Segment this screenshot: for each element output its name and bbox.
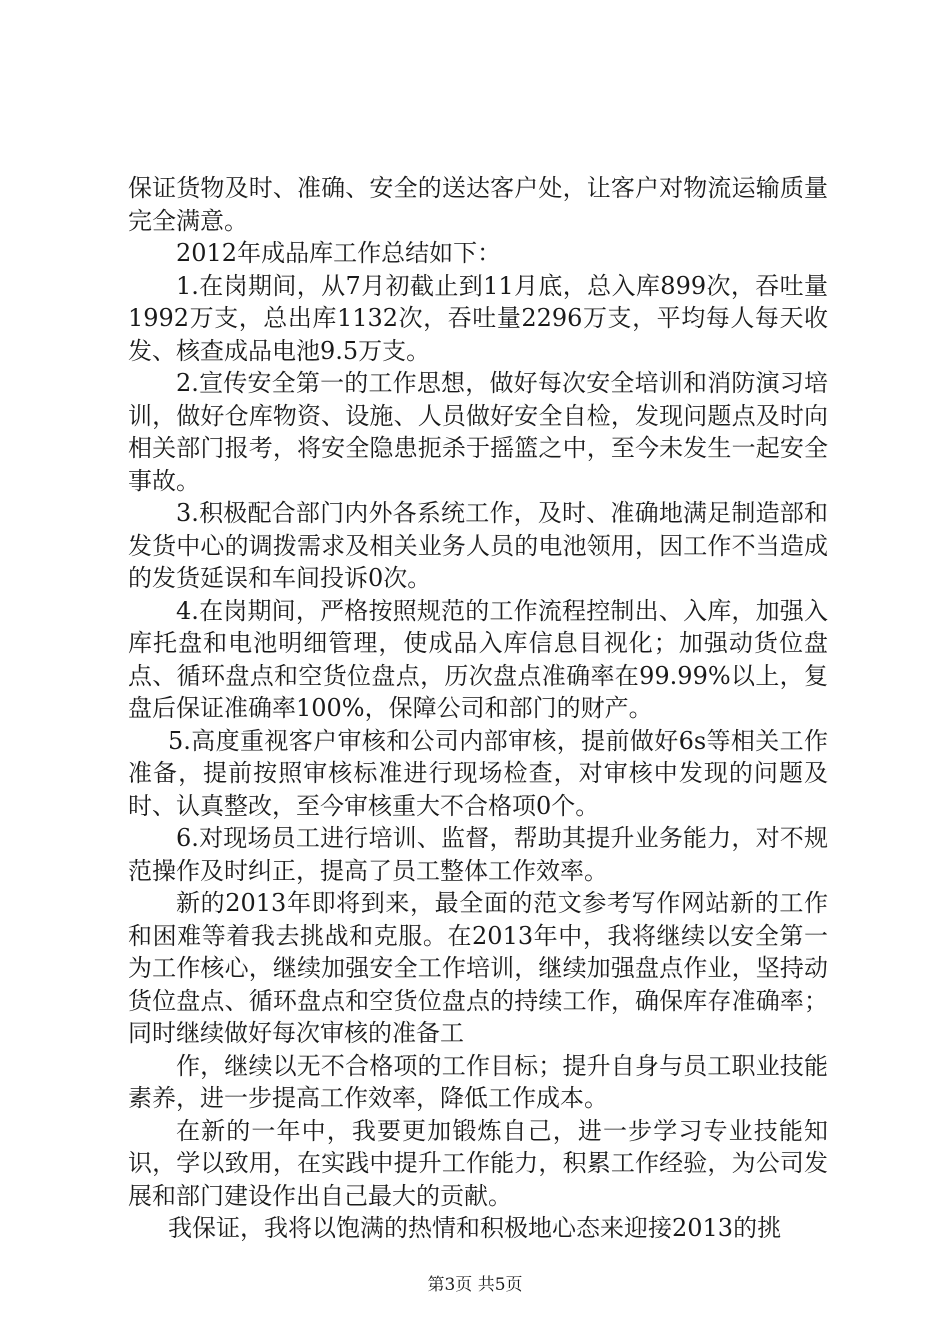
paragraph-item-6: 6.对现场员工进行培训、监督，帮助其提升业务能力，对不规范操作及时纠正，提高了员工整体工作效率。: [128, 824, 828, 885]
paragraph-item-3: 3.积极配合部门内外各系统工作，及时、准确地满足制造部和发货中心的调拨需求及相关业务人员的电池领用，因工作不当造成的发货延误和车间投诉0次。: [128, 499, 828, 592]
document-body: [128, 172, 828, 1245]
paragraph-self-improvement: 在新的一年中，我要更加锻炼自己，进一步学习专业技能知识，学以致用，在实践中提升工作能力，积累工作经验，为公司发展和部门建设作出自己最大的贡献。: [128, 1116, 828, 1210]
paragraph-new-year-cont: 作，继续以无不合格项的工作目标；提升自身与员工职业技能素养，进一步提高工作效率，降低工作成本。: [128, 1051, 828, 1112]
paragraph-item-4: 4.在岗期间，严格按照规范的工作流程控制出、入库，加强入库托盘和电池明细管理，使成品入库信息目视化；加强动货位盘点、循环盘点和空货位盘点，历次盘点准确率在99.99%以上，复盘后保证准确率100%，保障公司和部门的财产。: [128, 596, 828, 722]
paragraph-item-1: 1.在岗期间，从7月初截止到11月底，总入库899次，吞吐量1992万支，总出库1132次，吞吐量2296万支，平均每人每天收发、核查成品电池9.5万支。: [128, 271, 828, 365]
paragraph-item-2: 2.宣传安全第一的工作思想，做好每次安全培训和消防演习培训，做好仓库物资、设施、人员做好安全自检，发现问题点及时向相关部门报考，将安全隐患扼杀于摇篮之中，至今未发生一起安全事故。: [128, 369, 828, 495]
paragraph-continuation: 保证货物及时、准确、安全的送达客户处，让客户对物流运输质量完全满意。: [128, 174, 828, 235]
paragraph-item-5: 5.高度重视客户审核和公司内部审核，提前做好6s等相关工作准备，提前按照审核标准进行现场检查，对审核中发现的问题及时、认真整改，至今审核重大不合格项0个。: [128, 726, 828, 820]
page-footer: [0, 1270, 950, 1295]
paragraph-new-year: 新的2013年即将到来，最全面的范文参考写作网站新的工作和困难等着我去挑战和克服。在2013年中，我将继续以安全第一为工作核心，继续加强安全工作培训，继续加强盘点作业，坚持动货位盘点、循环盘点和空货位盘点的持续工作，确保库存准确率；同时继续做好每次审核的准备工: [128, 889, 828, 1047]
paragraph-summary-intro: 2012年成品库工作总结如下：: [176, 239, 502, 267]
paragraph-pledge: 我保证，我将以饱满的热情和积极地心态来迎接2013的挑: [168, 1214, 782, 1242]
page-indicator: 第3页 共5页: [427, 1275, 523, 1295]
